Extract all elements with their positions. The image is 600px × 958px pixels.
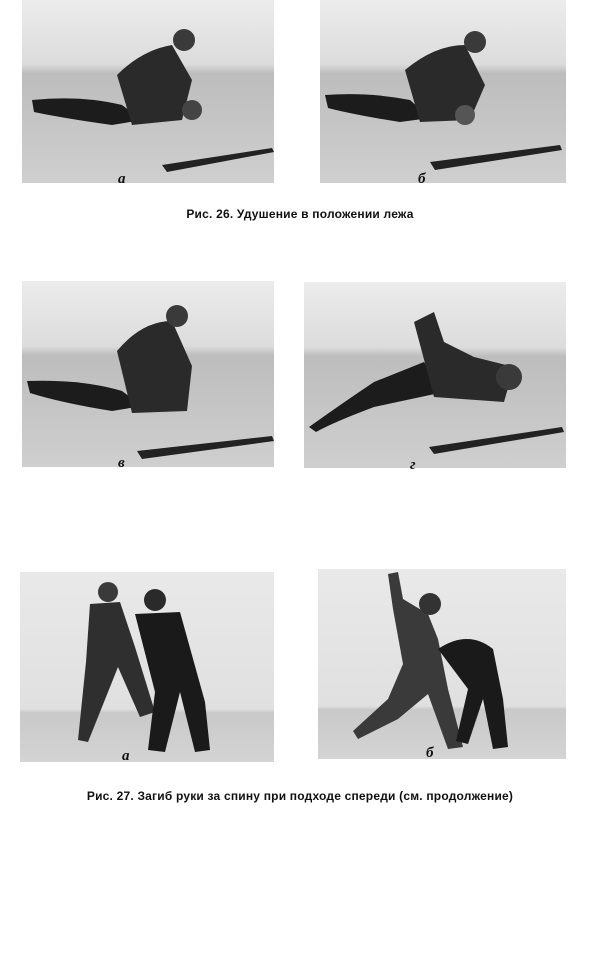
caption-prefix: Рис. 26.: [186, 207, 234, 221]
photo-fig27-b: [318, 569, 566, 759]
photo-image: [304, 282, 566, 468]
panel-label: б: [426, 745, 434, 761]
photo-fig26-v: [22, 281, 274, 467]
photo-image: [320, 0, 566, 183]
photo-fig26-b: [320, 0, 566, 183]
caption-prefix: Рис. 27.: [86, 789, 134, 803]
panel-label: г: [410, 457, 416, 473]
panel-label: а: [118, 171, 126, 187]
photo-image: [318, 569, 566, 759]
photo-image: [22, 281, 274, 467]
photo-fig26-g: [304, 282, 566, 468]
photo-fig26-a: [22, 0, 274, 183]
panel-label: б: [418, 171, 426, 187]
caption-text: Загиб руки за спину при подходе спереди (см. продолжение): [137, 789, 514, 803]
panel-label: а: [122, 748, 130, 764]
figure-caption-27: [0, 789, 600, 803]
figure-caption-26: [0, 207, 600, 221]
panel-label: в: [118, 455, 125, 471]
photo-image: [22, 0, 274, 183]
photo-image: [20, 572, 274, 762]
photo-fig27-a: [20, 572, 274, 762]
caption-text: Удушение в положении лежа: [236, 207, 414, 221]
